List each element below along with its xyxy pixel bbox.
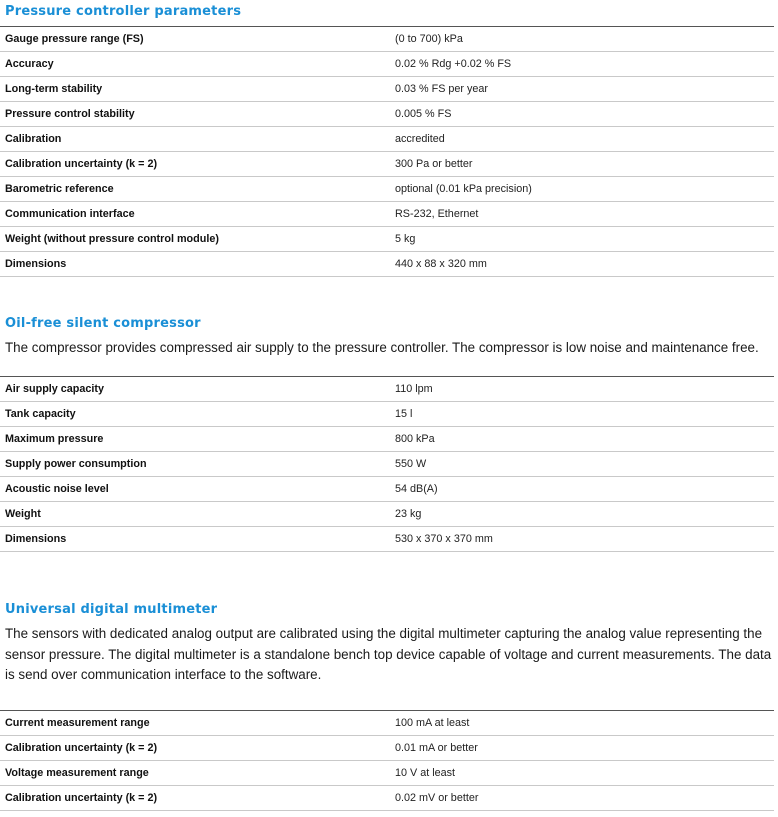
row-value: accredited — [390, 127, 774, 152]
table-row — [0, 711, 774, 736]
table-row — [0, 786, 774, 811]
table-row — [0, 52, 774, 77]
table-row — [0, 402, 774, 427]
section-title-pressure-controller: Pressure controller parameters — [5, 4, 242, 19]
table-row — [0, 527, 774, 552]
row-value: (0 to 700) kPa — [390, 27, 774, 52]
section-description-multimeter: The sensors with dedicated analog output are calibrated using the digital multimeter capturing the analog value representing the sensor pressure. The digital multimeter is a standalone bench top device capable of voltage and current measurements. The data is send over communication interface to the software. — [5, 626, 772, 682]
row-label: Calibration uncertainty (k = 2) — [0, 152, 390, 177]
spec-table-pressure-controller — [0, 26, 774, 277]
table-row — [0, 761, 774, 786]
row-label: Communication interface — [0, 202, 390, 227]
row-value: 550 W — [390, 452, 774, 477]
row-label: Calibration uncertainty (k = 2) — [0, 786, 390, 811]
row-value: 300 Pa or better — [390, 152, 774, 177]
row-label: Air supply capacity — [0, 377, 390, 402]
row-label: Current measurement range — [0, 711, 390, 736]
table-row — [0, 152, 774, 177]
table-row — [0, 502, 774, 527]
row-label: Maximum pressure — [0, 427, 390, 452]
row-label: Calibration uncertainty (k = 2) — [0, 736, 390, 761]
section-title-compressor: Oil-free silent compressor — [5, 316, 201, 331]
row-label: Tank capacity — [0, 402, 390, 427]
row-label: Gauge pressure range (FS) — [0, 27, 390, 52]
section-title-multimeter: Universal digital multimeter — [5, 602, 218, 617]
spec-table-multimeter — [0, 710, 774, 811]
row-value: 110 lpm — [390, 377, 774, 402]
table-row — [0, 102, 774, 127]
row-value: 15 l — [390, 402, 774, 427]
row-label: Calibration — [0, 127, 390, 152]
row-label: Acoustic noise level — [0, 477, 390, 502]
row-value: 100 mA at least — [390, 711, 774, 736]
row-value: 800 kPa — [390, 427, 774, 452]
spec-table-compressor — [0, 376, 774, 552]
table-row — [0, 227, 774, 252]
row-label: Dimensions — [0, 252, 390, 277]
row-value: 530 x 370 x 370 mm — [390, 527, 774, 552]
table-row — [0, 27, 774, 52]
table-row — [0, 177, 774, 202]
table-row — [0, 252, 774, 277]
row-value: 54 dB(A) — [390, 477, 774, 502]
row-label: Voltage measurement range — [0, 761, 390, 786]
row-value: 0.02 mV or better — [390, 786, 774, 811]
row-label: Accuracy — [0, 52, 390, 77]
row-label: Weight — [0, 502, 390, 527]
table-row — [0, 736, 774, 761]
row-value: 440 x 88 x 320 mm — [390, 252, 774, 277]
row-value: 10 V at least — [390, 761, 774, 786]
row-value: 0.005 % FS — [390, 102, 774, 127]
row-label: Dimensions — [0, 527, 390, 552]
row-value: optional (0.01 kPa precision) — [390, 177, 774, 202]
row-label: Long-term stability — [0, 77, 390, 102]
row-value: 0.01 mA or better — [390, 736, 774, 761]
row-label: Barometric reference — [0, 177, 390, 202]
table-row — [0, 452, 774, 477]
row-label: Pressure control stability — [0, 102, 390, 127]
row-label: Supply power consumption — [0, 452, 390, 477]
row-value: 5 kg — [390, 227, 774, 252]
row-label: Weight (without pressure control module) — [0, 227, 390, 252]
section-description-compressor: The compressor provides compressed air supply to the pressure controller. The compressor is low noise and maintenance free. — [5, 340, 759, 355]
table-row — [0, 477, 774, 502]
table-row — [0, 202, 774, 227]
row-value: 23 kg — [390, 502, 774, 527]
table-row — [0, 427, 774, 452]
row-value: 0.02 % Rdg +0.02 % FS — [390, 52, 774, 77]
row-value: 0.03 % FS per year — [390, 77, 774, 102]
row-value: RS-232, Ethernet — [390, 202, 774, 227]
table-row — [0, 77, 774, 102]
table-row — [0, 127, 774, 152]
table-row — [0, 377, 774, 402]
